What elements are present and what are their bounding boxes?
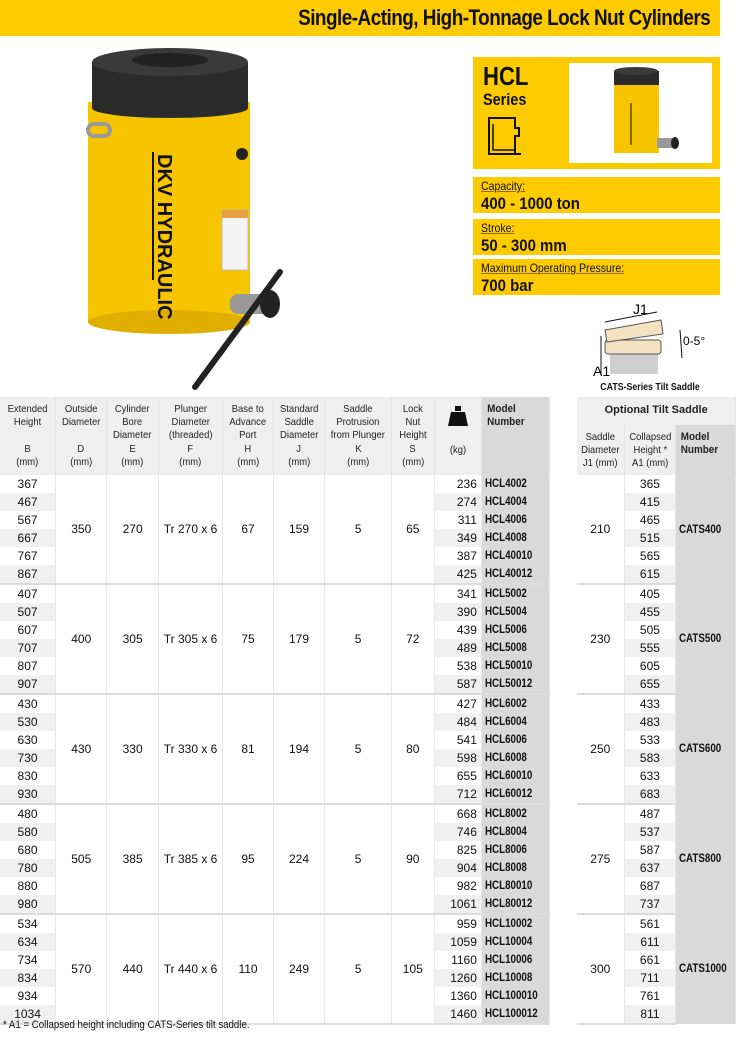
tilt-saddle-diagram	[585, 300, 720, 395]
weight: 427	[434, 694, 481, 713]
weight: 746	[434, 823, 481, 841]
cell-s: 80	[391, 694, 434, 804]
extended-height: 407	[0, 584, 56, 603]
cell-h: 95	[223, 804, 274, 914]
extended-height: 767	[0, 547, 56, 565]
collapsed-height: 633	[624, 767, 676, 785]
table-row	[577, 694, 736, 713]
collapsed-height: 465	[624, 511, 676, 529]
weight: 1160	[434, 951, 481, 969]
weight: 825	[434, 841, 481, 859]
model-number: HCL60012	[481, 785, 549, 804]
weight: 425	[434, 565, 481, 584]
weight: 489	[434, 639, 481, 657]
cell-f: Tr 440 x 6	[158, 914, 222, 1024]
collapsed-height: 737	[624, 895, 676, 914]
cell-k: 5	[325, 914, 392, 1024]
weight: 349	[434, 529, 481, 547]
collapsed-height: 515	[624, 529, 676, 547]
saddle-diameter: 250	[577, 694, 624, 804]
collapsed-height: 687	[624, 877, 676, 895]
model-number: HCL5006	[481, 621, 549, 639]
collapsed-height: 637	[624, 859, 676, 877]
saddle-diameter: 210	[577, 475, 624, 584]
collapsed-height: 537	[624, 823, 676, 841]
thumbnail-image	[569, 63, 712, 163]
column-header: (kg)	[434, 397, 481, 475]
cell-j: 224	[273, 804, 324, 914]
model-number: HCL6002	[481, 694, 549, 713]
cell-k: 5	[325, 694, 392, 804]
model-number: HCL4006	[481, 511, 549, 529]
extended-height: 467	[0, 493, 56, 511]
column-header: Cylinder Bore Diameter E (mm)	[107, 397, 158, 475]
cell-d: 570	[56, 914, 107, 1024]
extended-height: 934	[0, 987, 56, 1005]
model-number: HCL8006	[481, 841, 549, 859]
extended-height: 780	[0, 859, 56, 877]
cell-d: 350	[56, 475, 107, 584]
model-number: HCL10004	[481, 933, 549, 951]
cell-e: 305	[107, 584, 158, 694]
weight-icon	[447, 405, 469, 427]
spec-label: Capacity:	[481, 179, 526, 193]
cell-h: 81	[223, 694, 274, 804]
weight: 236	[434, 475, 481, 493]
collapsed-height: 561	[624, 914, 676, 933]
extended-height: 734	[0, 951, 56, 969]
collapsed-height: 611	[624, 933, 676, 951]
cell-h: 67	[223, 475, 274, 584]
model-number: HCL5008	[481, 639, 549, 657]
weight: 598	[434, 749, 481, 767]
extended-height: 867	[0, 565, 56, 584]
weight: 668	[434, 804, 481, 823]
collapsed-height: 433	[624, 694, 676, 713]
cell-h: 75	[223, 584, 274, 694]
extended-height: 930	[0, 785, 56, 804]
collapsed-height: 587	[624, 841, 676, 859]
model-number: HCL8008	[481, 859, 549, 877]
table-row	[0, 584, 550, 603]
specifications-table	[0, 397, 550, 1025]
tilt-model-number: CATS400	[676, 475, 736, 584]
weight: 587	[434, 675, 481, 694]
weight: 390	[434, 603, 481, 621]
cell-f: Tr 385 x 6	[158, 804, 222, 914]
extended-height: 534	[0, 914, 56, 933]
column-header: Base to Advance Port H (mm)	[223, 397, 274, 475]
collapsed-height: 811	[624, 1005, 676, 1024]
extended-height: 530	[0, 713, 56, 731]
cell-e: 330	[107, 694, 158, 804]
spec-value: 50 - 300 mm	[481, 236, 567, 255]
model-number: HCL60010	[481, 767, 549, 785]
model-number: HCL5004	[481, 603, 549, 621]
collapsed-height: 761	[624, 987, 676, 1005]
weight: 904	[434, 859, 481, 877]
extended-height: 680	[0, 841, 56, 859]
spec-label: Stroke:	[481, 221, 515, 235]
column-header: Extended Height B (mm)	[0, 397, 56, 475]
extended-height: 980	[0, 895, 56, 914]
extended-height: 630	[0, 731, 56, 749]
extended-height: 1034	[0, 1005, 56, 1024]
footnote: * A1 = Collapsed height including CATS-Series tilt saddle.	[3, 1019, 250, 1031]
model-number: HCL80010	[481, 877, 549, 895]
model-number: HCL40012	[481, 565, 549, 584]
column-header: Model Number	[481, 397, 549, 475]
tilt-caption: CATS-Series Tilt Saddle	[600, 382, 700, 393]
title-bar	[0, 0, 720, 36]
cell-k: 5	[325, 475, 392, 584]
extended-height: 367	[0, 475, 56, 493]
cell-d: 505	[56, 804, 107, 914]
cell-s: 65	[391, 475, 434, 584]
j1-label: J1	[633, 301, 648, 317]
cell-f: Tr 305 x 6	[158, 584, 222, 694]
table-row	[0, 914, 550, 933]
spec-capacity	[473, 177, 720, 213]
angle-label: 0-5°	[683, 334, 706, 348]
collapsed-height: 711	[624, 969, 676, 987]
model-number: HCL10002	[481, 914, 549, 933]
model-number: HCL10006	[481, 951, 549, 969]
saddle-diameter: 300	[577, 914, 624, 1024]
tilt-model-number: CATS500	[676, 584, 736, 694]
collapsed-height: 661	[624, 951, 676, 969]
extended-height: 707	[0, 639, 56, 657]
cell-e: 270	[107, 475, 158, 584]
weight: 484	[434, 713, 481, 731]
collapsed-height: 405	[624, 584, 676, 603]
collapsed-height: 555	[624, 639, 676, 657]
cell-j: 159	[273, 475, 324, 584]
weight: 1061	[434, 895, 481, 914]
table-row	[577, 804, 736, 823]
model-number: HCL10008	[481, 969, 549, 987]
cell-j: 194	[273, 694, 324, 804]
tilt-model-number: CATS600	[676, 694, 736, 804]
cell-e: 440	[107, 914, 158, 1024]
cell-f: Tr 330 x 6	[158, 694, 222, 804]
cell-d: 430	[56, 694, 107, 804]
single-acting-cylinder-icon	[485, 114, 525, 159]
spec-value: 400 - 1000 ton	[481, 194, 580, 213]
collapsed-height: 455	[624, 603, 676, 621]
a1-label: A1	[593, 363, 611, 379]
column-header: Saddle Protrusion from Plunger K (mm)	[325, 397, 392, 475]
extended-height: 730	[0, 749, 56, 767]
column-header: Collapsed Height * A1 (mm)	[624, 425, 676, 475]
weight: 712	[434, 785, 481, 804]
extended-height: 907	[0, 675, 56, 694]
model-number: HCL6006	[481, 731, 549, 749]
product-image-cylinder	[70, 42, 310, 392]
column-header: Outside Diameter D (mm)	[56, 397, 107, 475]
collapsed-height: 415	[624, 493, 676, 511]
spec-label: Maximum Operating Pressure:	[481, 261, 625, 275]
optional-tilt-saddle-table	[577, 397, 736, 1025]
series-name: HCL	[483, 61, 529, 91]
weight: 341	[434, 584, 481, 603]
model-number: HCL40010	[481, 547, 549, 565]
model-number: HCL4004	[481, 493, 549, 511]
cell-k: 5	[325, 584, 392, 694]
optional-title: Optional Tilt Saddle	[577, 397, 736, 425]
series-box	[473, 57, 720, 169]
collapsed-height: 583	[624, 749, 676, 767]
brand-text: DKV HYDRAULIC	[153, 154, 175, 320]
table-row	[577, 584, 736, 603]
extended-height: 830	[0, 767, 56, 785]
collapsed-height: 615	[624, 565, 676, 584]
tilt-model-number: CATS800	[676, 804, 736, 914]
table-row	[0, 804, 550, 823]
model-number: HCL5002	[481, 584, 549, 603]
model-number: HCL8004	[481, 823, 549, 841]
model-number: HCL100010	[481, 987, 549, 1005]
weight: 1260	[434, 969, 481, 987]
extended-height: 567	[0, 511, 56, 529]
model-number: HCL4002	[481, 475, 549, 493]
column-header: Lock Nut Height S (mm)	[391, 397, 434, 475]
page-title: Single-Acting, High-Tonnage Lock Nut Cylinders	[297, 5, 710, 30]
cell-k: 5	[325, 804, 392, 914]
collapsed-height: 365	[624, 475, 676, 493]
spec-value: 700 bar	[481, 276, 534, 295]
spec-stroke	[473, 219, 720, 255]
model-number: HCL8002	[481, 804, 549, 823]
collapsed-height: 483	[624, 713, 676, 731]
cell-e: 385	[107, 804, 158, 914]
cell-d: 400	[56, 584, 107, 694]
tilt-model-number: CATS1000	[676, 914, 736, 1024]
weight: 1460	[434, 1005, 481, 1024]
weight: 439	[434, 621, 481, 639]
extended-height: 880	[0, 877, 56, 895]
column-header: Plunger Diameter (threaded) F (mm)	[158, 397, 222, 475]
collapsed-height: 505	[624, 621, 676, 639]
column-header: Saddle Diameter J1 (mm)	[577, 425, 624, 475]
collapsed-height: 605	[624, 657, 676, 675]
spec-pressure	[473, 259, 720, 295]
weight: 311	[434, 511, 481, 529]
weight: 959	[434, 914, 481, 933]
extended-height: 430	[0, 694, 56, 713]
table-row	[0, 694, 550, 713]
weight: 387	[434, 547, 481, 565]
series-label: Series	[483, 90, 527, 109]
weight: 538	[434, 657, 481, 675]
table-row	[577, 914, 736, 933]
weight: 1360	[434, 987, 481, 1005]
table-row	[577, 475, 736, 493]
cell-s: 90	[391, 804, 434, 914]
model-number: HCL6004	[481, 713, 549, 731]
table-row	[0, 475, 550, 493]
model-number: HCL50012	[481, 675, 549, 694]
extended-height: 480	[0, 804, 56, 823]
cell-s: 72	[391, 584, 434, 694]
collapsed-height: 487	[624, 804, 676, 823]
extended-height: 667	[0, 529, 56, 547]
collapsed-height: 533	[624, 731, 676, 749]
weight: 1059	[434, 933, 481, 951]
column-header: Standard Saddle Diameter J (mm)	[273, 397, 324, 475]
collapsed-height: 565	[624, 547, 676, 565]
weight: 982	[434, 877, 481, 895]
extended-height: 580	[0, 823, 56, 841]
collapsed-height: 683	[624, 785, 676, 804]
collapsed-height: 655	[624, 675, 676, 694]
column-header: Model Number	[676, 425, 736, 475]
weight: 655	[434, 767, 481, 785]
extended-height: 634	[0, 933, 56, 951]
extended-height: 834	[0, 969, 56, 987]
cell-j: 249	[273, 914, 324, 1024]
model-number: HCL50010	[481, 657, 549, 675]
cell-h: 110	[223, 914, 274, 1024]
saddle-diameter: 230	[577, 584, 624, 694]
weight: 541	[434, 731, 481, 749]
weight: 274	[434, 493, 481, 511]
model-number: HCL6008	[481, 749, 549, 767]
extended-height: 507	[0, 603, 56, 621]
tilt-saddle-drawing	[585, 300, 720, 380]
cell-f: Tr 270 x 6	[158, 475, 222, 584]
cell-s: 105	[391, 914, 434, 1024]
model-number: HCL80012	[481, 895, 549, 914]
saddle-diameter: 275	[577, 804, 624, 914]
model-number: HCL100012	[481, 1005, 549, 1024]
extended-height: 607	[0, 621, 56, 639]
extended-height: 807	[0, 657, 56, 675]
cell-j: 179	[273, 584, 324, 694]
model-number: HCL4008	[481, 529, 549, 547]
